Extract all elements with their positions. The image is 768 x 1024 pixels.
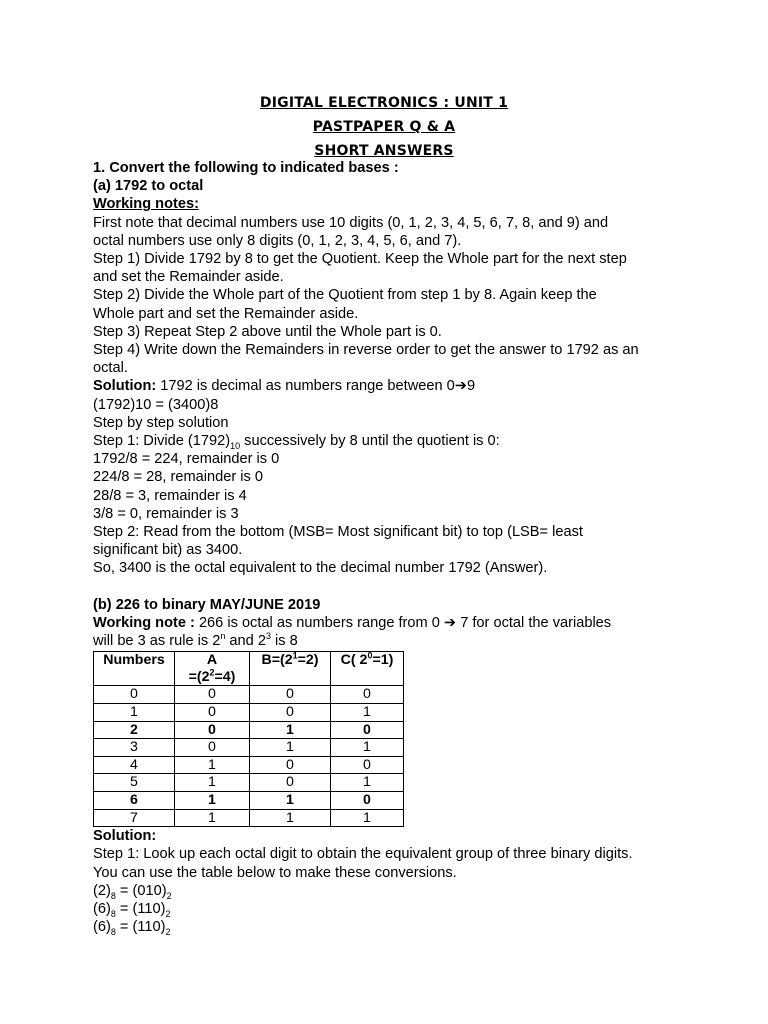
col-header-b — [250, 652, 331, 686]
table-row — [94, 704, 404, 722]
table-row — [94, 774, 404, 792]
table-cell: 1 — [250, 721, 331, 739]
table-cell: 1 — [331, 809, 404, 827]
exponent-3: 3 — [265, 631, 271, 642]
table-cell: 1 — [94, 704, 175, 722]
note-line: Step 4) Write down the Remainders in reverse order to get the answer to 1792 as an — [93, 342, 639, 359]
table-row — [94, 686, 404, 704]
answer-line: So, 3400 is the octal equivalent to the decimal number 1792 (Answer). — [93, 560, 548, 577]
col-header-c — [331, 652, 404, 686]
rule-text: is 8 — [270, 633, 298, 650]
table-cell: 0 — [175, 704, 250, 722]
question-1-heading: 1. Convert the following to indicated bases : — [93, 160, 399, 176]
division-line: 1792/8 = 224, remainder is 0 — [93, 451, 280, 468]
table-cell: 1 — [250, 792, 331, 810]
base-subscript: 8 — [110, 927, 116, 938]
working-note-label: Working note : — [93, 614, 195, 631]
table-cell: 0 — [175, 721, 250, 739]
table-row — [94, 739, 404, 757]
rule-text: will be 3 as rule is 2 — [93, 633, 221, 650]
step-2-line: significant bit) as 3400. — [93, 542, 243, 559]
working-note-line — [93, 614, 683, 632]
table-row — [94, 721, 404, 739]
spacer — [93, 578, 683, 596]
document-subtitle: PASTPAPER Q & A — [312, 119, 456, 135]
octal-binary-table — [93, 651, 404, 827]
table-cell: 1 — [331, 704, 404, 722]
table-cell: 1 — [175, 774, 250, 792]
step-1-text-end: successively by 8 until the quotient is 0: — [240, 433, 500, 450]
solution-line — [93, 377, 683, 395]
table-cell: 0 — [175, 739, 250, 757]
exponent-n: n — [220, 631, 226, 642]
base-subscript: 8 — [110, 908, 116, 919]
table-cell: 1 — [175, 809, 250, 827]
base-subscript: 2 — [165, 927, 171, 938]
division-line: 224/8 = 28, remainder is 0 — [93, 469, 263, 486]
table-cell: 0 — [250, 756, 331, 774]
part-b-heading: (b) 226 to binary MAY/JUNE 2019 — [93, 596, 321, 613]
section-title: SHORT ANSWERS — [314, 143, 454, 159]
solution-label: Solution: — [93, 378, 157, 395]
table-cell: 0 — [250, 704, 331, 722]
table-cell: 0 — [331, 756, 404, 774]
col-b-label-end: =2) — [297, 652, 319, 669]
table-row — [94, 792, 404, 810]
table-cell: 7 — [94, 809, 175, 827]
table-cell: 0 — [94, 686, 175, 704]
table-cell: 6 — [94, 792, 175, 810]
col-c-label: C( 2 — [340, 652, 368, 669]
working-note-text-end: 7 for octal the variables — [456, 614, 612, 631]
table-cell: 0 — [331, 686, 404, 704]
conversion-binary: = (110) — [115, 919, 166, 936]
conversion-binary: = (110) — [115, 901, 166, 918]
table-row — [94, 756, 404, 774]
division-line: 3/8 = 0, remainder is 3 — [93, 505, 239, 522]
col-b-exp: 1 — [292, 650, 298, 661]
conversion-line — [93, 918, 683, 936]
table-cell: 2 — [94, 721, 175, 739]
note-line: Step 3) Repeat Step 2 above until the Whole part is 0. — [93, 323, 442, 340]
note-line: Whole part and set the Remainder aside. — [93, 305, 359, 322]
solution-end: 9 — [467, 378, 476, 395]
document-header — [0, 91, 768, 163]
table-cell: 0 — [250, 774, 331, 792]
division-line: 28/8 = 3, remainder is 4 — [93, 487, 247, 504]
table-row — [94, 809, 404, 827]
base-subscript: 2 — [166, 890, 172, 901]
base-subscript: 2 — [165, 908, 171, 919]
col-c-exp: 0 — [367, 650, 373, 661]
table-cell: 0 — [331, 792, 404, 810]
table-cell: 0 — [250, 686, 331, 704]
solution-b-line: Step 1: Look up each octal digit to obtain the equivalent group of three binary digits. — [93, 846, 633, 863]
rule-line — [93, 632, 683, 650]
rule-text: and 2 — [225, 633, 266, 650]
conversion-octal: (6) — [93, 901, 111, 918]
step-by-step-heading: Step by step solution — [93, 414, 229, 431]
col-a-weight: =(2 — [188, 668, 210, 685]
table-cell: 4 — [94, 756, 175, 774]
col-a-exp: 2 — [209, 667, 215, 678]
document-body — [93, 159, 683, 936]
note-line: octal numbers use only 8 digits (0, 1, 2, 3, 4, 5, 6, and 7). — [93, 232, 462, 249]
table-cell: 3 — [94, 739, 175, 757]
col-a-label: A — [206, 652, 218, 669]
note-line: Step 1) Divide 1792 by 8 to get the Quotient. Keep the Whole part for the next step — [93, 251, 627, 268]
table-cell: 1 — [250, 739, 331, 757]
table-cell: 1 — [250, 809, 331, 827]
arrow-icon: ➔ — [454, 378, 468, 395]
col-b-label: B=(2 — [261, 652, 293, 669]
solution-text: 1792 is decimal as numbers range between 0 — [156, 378, 455, 395]
col-a-weight-end: =4) — [214, 668, 236, 685]
note-line: First note that decimal numbers use 10 digits (0, 1, 2, 3, 4, 5, 6, 7, 8, and 9) and — [93, 214, 609, 231]
table-header-row — [94, 652, 404, 686]
table-cell: 5 — [94, 774, 175, 792]
table-cell: 1 — [331, 774, 404, 792]
step-2-line: Step 2: Read from the bottom (MSB= Most significant bit) to top (LSB= least — [93, 524, 583, 541]
conversion-binary: = (010) — [115, 882, 167, 899]
conversion-octal: (6) — [93, 919, 111, 936]
table-cell: 0 — [331, 721, 404, 739]
table-cell: 1 — [175, 792, 250, 810]
col-header-a — [175, 652, 250, 686]
part-a-heading: (a) 1792 to octal — [93, 178, 204, 195]
solution-b-line: You can use the table below to make these conversions. — [93, 864, 457, 881]
arrow-icon: ➔ — [443, 614, 457, 631]
table-cell: 1 — [175, 756, 250, 774]
col-header-numbers: Numbers — [94, 652, 175, 686]
solution-b-label: Solution: — [93, 828, 157, 845]
step-1-text: Step 1: Divide (1792) — [93, 433, 231, 450]
table-cell: 0 — [175, 686, 250, 704]
table-cell: 1 — [331, 739, 404, 757]
conversion-octal: (2) — [93, 882, 111, 899]
step-1-line — [93, 432, 683, 450]
note-line: and set the Remainder aside. — [93, 269, 284, 286]
conversion-line — [93, 882, 683, 900]
conversion-line — [93, 900, 683, 918]
col-c-label-end: =1) — [372, 652, 394, 669]
document-title: DIGITAL ELECTRONICS : UNIT 1 — [259, 95, 509, 111]
note-line: octal. — [93, 360, 128, 377]
base-subscript: 10 — [230, 440, 241, 451]
working-notes-label: Working notes: — [93, 196, 199, 213]
note-line: Step 2) Divide the Whole part of the Quotient from step 1 by 8. Again keep the — [93, 287, 597, 304]
base-subscript: 8 — [110, 890, 116, 901]
working-note-text: 266 is octal as numbers range from 0 — [194, 614, 444, 631]
equation: (1792)10 = (3400)8 — [93, 396, 219, 413]
